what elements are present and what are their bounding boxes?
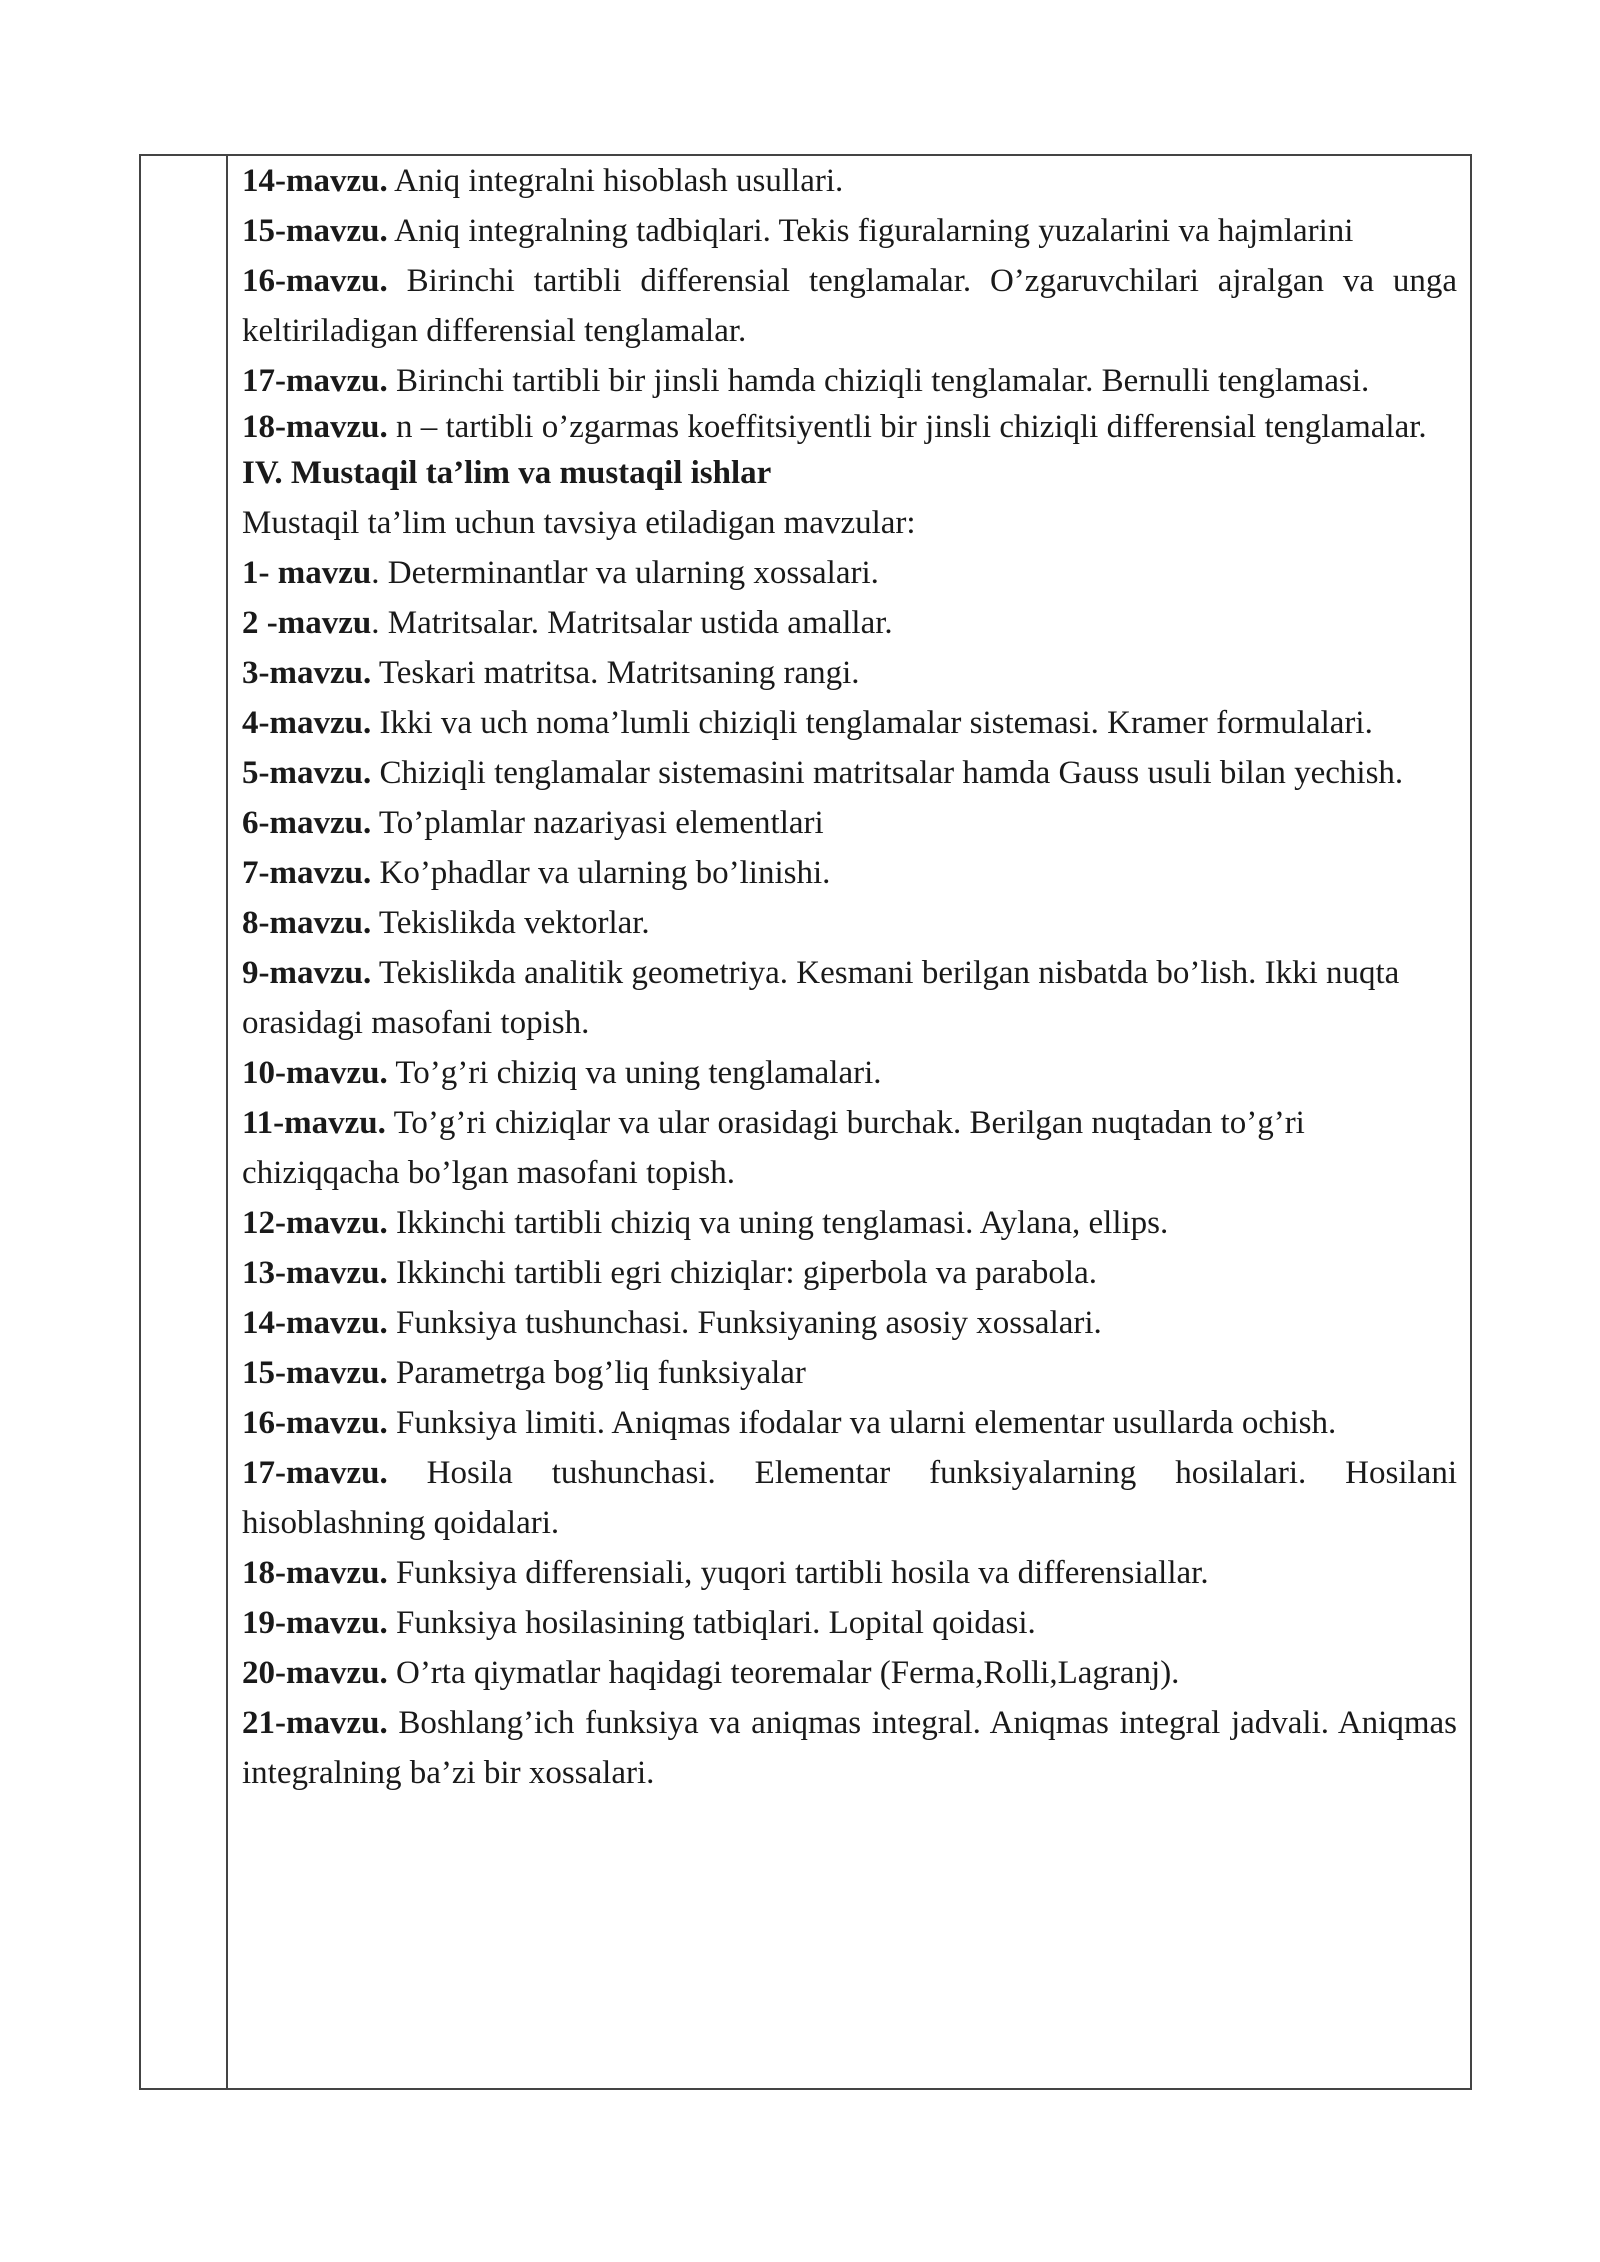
topic-number: 20-mavzu. <box>242 1655 388 1691</box>
topic-text: Ikki va uch noma’lumli chiziqli tenglamalar sistemasi. Kramer formulalari. <box>371 705 1373 741</box>
topic-paragraph <box>242 548 1457 598</box>
topic-number: 1- mavzu <box>242 555 372 591</box>
topic-paragraph <box>242 1348 1457 1398</box>
topic-paragraph <box>242 1448 1457 1548</box>
topic-paragraph <box>242 1098 1457 1198</box>
topic-number: 15-mavzu. <box>242 213 388 249</box>
topic-text: Funksiya tushunchasi. Funksiyaning asosiy xossalari. <box>387 1305 1102 1341</box>
topic-text: Funksiya differensiali, yuqori tartibli hosila va differensiallar. <box>387 1555 1209 1591</box>
topic-text: n – tartibli o’zgarmas koeffitsiyentli bir jinsli chiziqli differensial tenglamalar. <box>387 409 1427 445</box>
table-content-cell <box>242 156 1457 1798</box>
topic-paragraph <box>242 648 1457 698</box>
topic-text: Teskari matritsa. Matritsaning rangi. <box>371 655 860 691</box>
topic-number: 13-mavzu. <box>242 1255 388 1291</box>
topic-paragraph <box>242 748 1457 798</box>
topic-text: Ikkinchi tartibli chiziq va uning tenglamasi. Aylana, ellips. <box>387 1205 1169 1241</box>
topic-number: 17-mavzu. <box>242 1455 388 1491</box>
topic-text: Ko’phadlar va ularning bo’linishi. <box>371 855 831 891</box>
topic-paragraph <box>242 1648 1457 1698</box>
topic-number: 19-mavzu. <box>242 1605 388 1641</box>
topic-paragraph <box>242 1598 1457 1648</box>
topic-number: 14-mavzu. <box>242 163 388 199</box>
topic-paragraph <box>242 356 1457 406</box>
topic-paragraph <box>242 848 1457 898</box>
topic-paragraph <box>242 1248 1457 1298</box>
topic-text: Tekislikda analitik geometriya. Kesmani berilgan nisbatda bo’lish. Ikki nuqta orasidagi masofani topish. <box>242 955 1400 1041</box>
topic-number: 17-mavzu. <box>242 363 388 399</box>
topic-text: Ikkinchi tartibli egri chiziqlar: giperbola va parabola. <box>387 1255 1097 1291</box>
topic-number: 16-mavzu. <box>242 263 388 299</box>
topic-number: 6-mavzu. <box>242 805 372 841</box>
topic-text: To’plamlar nazariyasi elementlari <box>371 805 824 841</box>
topic-number: 16-mavzu. <box>242 1405 388 1441</box>
topic-number: 15-mavzu. <box>242 1355 388 1391</box>
topic-text: Aniq integralni hisoblash usullari. <box>387 163 844 199</box>
section-intro: Mustaqil ta’lim uchun tavsiya etiladigan mavzular: <box>242 505 916 541</box>
topic-text: Funksiya hosilasining tatbiqlari. Lopital qoidasi. <box>387 1605 1036 1641</box>
topic-paragraph <box>242 1198 1457 1248</box>
topic-text: Funksiya limiti. Aniqmas ifodalar va ularni elementar usullarda ochish. <box>387 1405 1337 1441</box>
topic-number: 11-mavzu. <box>242 1105 386 1141</box>
topic-text: Boshlang’ich funksiya va aniqmas integral. Aniqmas integral jadvali. Aniqmas integralning ba’zi bir xossalari. <box>242 1705 1457 1791</box>
topic-number: 12-mavzu. <box>242 1205 388 1241</box>
topic-text: Hosila tushunchasi. Elementar funksiyalarning hosilalari. Hosilani hisoblashning qoidalari. <box>242 1455 1457 1541</box>
topic-text: Chiziqli tenglamalar sistemasini matritsalar hamda Gauss usuli bilan yechish. <box>371 755 1404 791</box>
topic-number: 18-mavzu. <box>242 409 388 445</box>
topic-paragraph <box>242 1298 1457 1348</box>
topic-text: . Matritsalar. Matritsalar ustida amallar. <box>371 605 893 641</box>
topic-text: Tekislikda vektorlar. <box>371 905 650 941</box>
topic-paragraph <box>242 898 1457 948</box>
topic-number: 2 -mavzu <box>242 605 372 641</box>
topic-paragraph <box>242 256 1457 356</box>
topic-text: Aniq integralning tadbiqlari. Tekis figuralarning yuzalarini va hajmlarini <box>387 213 1354 249</box>
topic-text: O’rta qiymatlar haqidagi teoremalar (Ferma,Rolli,Lagranj). <box>387 1655 1180 1691</box>
topic-paragraph <box>242 798 1457 848</box>
topic-text: To’g’ri chiziqlar va ular orasidagi burchak. Berilgan nuqtadan to’g’ri chiziqqacha bo’lgan masofani topish. <box>242 1105 1305 1191</box>
topic-number: 3-mavzu. <box>242 655 372 691</box>
topic-number: 10-mavzu. <box>242 1055 388 1091</box>
topic-paragraph <box>242 1548 1457 1598</box>
topic-paragraph <box>242 156 1457 206</box>
topic-paragraph <box>242 406 1457 448</box>
topic-paragraph <box>242 1398 1457 1448</box>
topic-number: 14-mavzu. <box>242 1305 388 1341</box>
document-table <box>139 154 1472 2090</box>
topic-paragraph <box>242 206 1457 256</box>
topic-number: 21-mavzu. <box>242 1705 388 1741</box>
topic-paragraph <box>242 1048 1457 1098</box>
section-heading: IV. Mustaqil ta’lim va mustaqil ishlar <box>242 455 772 491</box>
topic-number: 7-mavzu. <box>242 855 372 891</box>
topic-paragraph <box>242 1698 1457 1798</box>
topic-paragraph <box>242 948 1457 1048</box>
topic-paragraph <box>242 698 1457 748</box>
topic-paragraph <box>242 598 1457 648</box>
table-left-column <box>141 156 228 2088</box>
topic-text: To’g’ri chiziq va uning tenglamalari. <box>387 1055 882 1091</box>
topic-text: . Determinantlar va ularning xossalari. <box>371 555 879 591</box>
topic-number: 5-mavzu. <box>242 755 372 791</box>
topic-text: Parametrga bog’liq funksiyalar <box>387 1355 806 1391</box>
topic-text: Birinchi tartibli differensial tenglamalar. O’zgaruvchilari ajralgan va unga keltiriladigan differensial tenglamalar. <box>242 263 1457 349</box>
topic-number: 18-mavzu. <box>242 1555 388 1591</box>
topic-text: Birinchi tartibli bir jinsli hamda chiziqli tenglamalar. Bernulli tenglamasi. <box>387 363 1370 399</box>
topic-number: 8-mavzu. <box>242 905 372 941</box>
topic-number: 9-mavzu. <box>242 955 372 991</box>
topic-number: 4-mavzu. <box>242 705 372 741</box>
